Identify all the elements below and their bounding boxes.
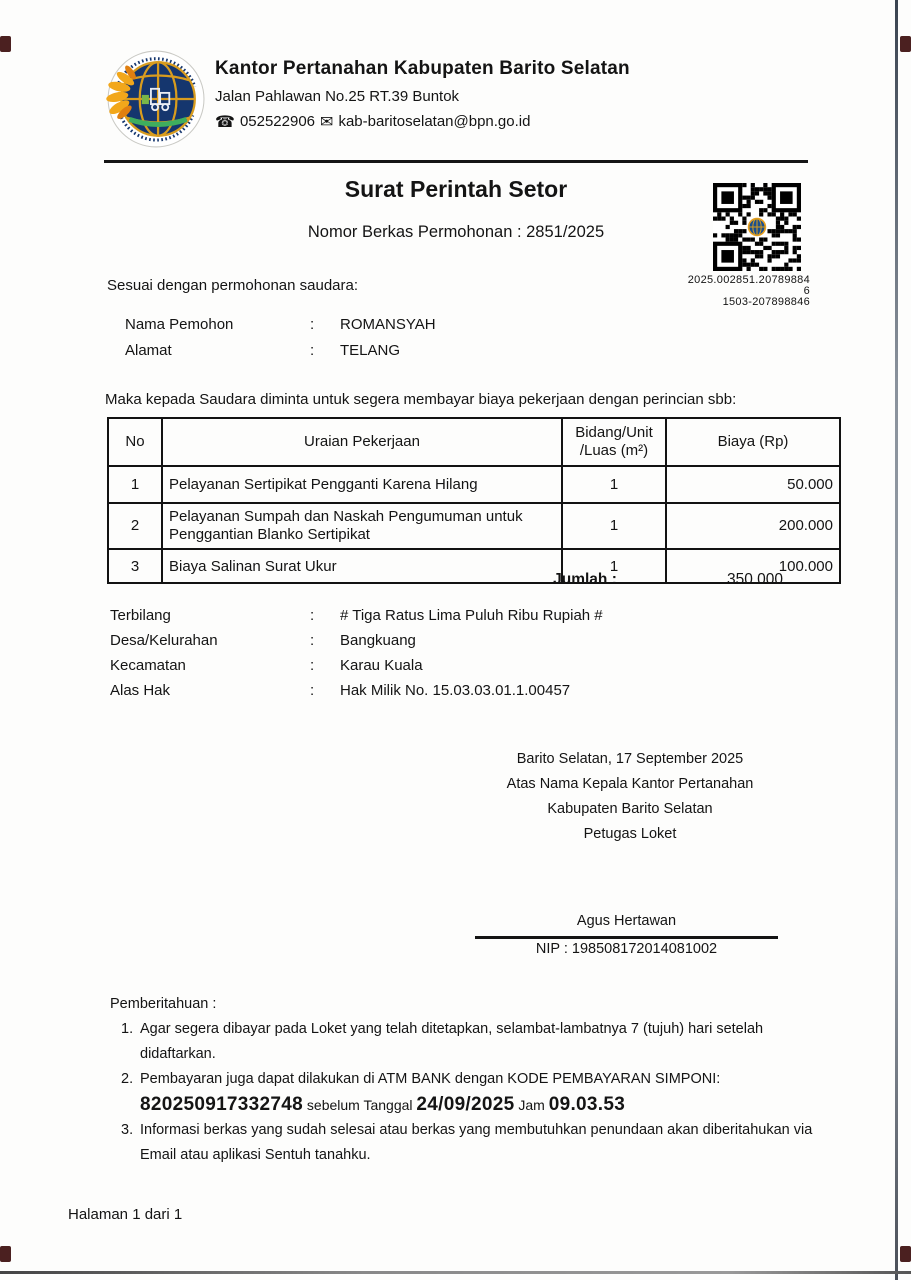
notice-text: Pembayaran juga dapat dilakukan di ATM BANK dengan KODE PEMBAYARAN SIMPONI: <box>140 1071 721 1087</box>
total-label: Jumlah : <box>553 571 617 588</box>
row-bidang: 1 <box>562 503 666 549</box>
row-no: 1 <box>108 466 162 503</box>
colon: : <box>310 607 315 624</box>
colon: : <box>310 682 315 699</box>
office-address: Jalan Pahlawan No.25 RT.39 Buntok <box>215 88 460 105</box>
row-uraian: Pelayanan Sumpah dan Naskah Pengumuman untuk Penggantian Blanko Sertipikat <box>162 503 562 549</box>
payment-details <box>110 607 603 699</box>
applicant-address-label: Alamat <box>125 342 172 359</box>
col-header-bidang-line1: Bidang/Unit <box>575 424 653 441</box>
col-header-bidang-line2: /Luas (m²) <box>579 442 649 459</box>
applicant-info <box>125 316 436 359</box>
notice-number: 2. <box>121 1071 134 1087</box>
signature-underline <box>475 936 778 939</box>
table-intro-text: Maka kepada Saudara diminta untuk segera membayar biaya pekerjaan dengan perincian sbb: <box>105 391 737 408</box>
applicant-address-value: TELANG <box>340 342 401 359</box>
row-uraian: Pelayanan Sertipikat Pengganti Karena Hilang <box>162 466 562 503</box>
notices-section <box>110 992 815 1168</box>
office-phone: 052522906 <box>239 113 316 130</box>
scan-corner-mark <box>0 1246 11 1262</box>
applicant-name-value: ROMANSYAH <box>340 316 436 333</box>
terbilang-value: # Tiga Ratus Lima Puluh Ribu Rupiah # <box>340 607 603 624</box>
page-number: Halaman 1 dari 1 <box>68 1206 183 1223</box>
col-header-no: No <box>108 418 162 466</box>
due-time: 09.03.53 <box>548 1094 626 1115</box>
desa-label: Desa/Kelurahan <box>110 632 218 649</box>
notice-item-3 <box>110 1118 815 1168</box>
row-bidang: 1 <box>562 466 666 503</box>
intro-text: Sesuai dengan permohonan saudara: <box>107 277 359 294</box>
notice-text: sebelum Tanggal <box>303 1097 417 1113</box>
due-date: 24/09/2025 <box>416 1094 515 1115</box>
phone-icon: ☎ <box>215 112 235 131</box>
header-divider <box>104 160 808 163</box>
notice-number: 3. <box>121 1122 134 1138</box>
table-header-row <box>108 418 840 466</box>
row-biaya: 200.000 <box>666 503 840 549</box>
signature-role: Petugas Loket <box>583 826 677 842</box>
scan-corner-mark <box>0 36 11 52</box>
qr-number-line2: 6 <box>803 285 810 297</box>
qr-code <box>713 183 801 271</box>
signature-block <box>455 747 805 847</box>
mail-icon: ✉ <box>320 112 334 131</box>
signer-nip: NIP : 198508172014081002 <box>535 941 718 957</box>
office-email: kab-baritoselatan@bpn.go.id <box>338 113 531 130</box>
col-header-bidang <box>562 418 666 466</box>
bpn-logo-icon <box>103 48 205 150</box>
row-biaya: 100.000 <box>666 549 840 583</box>
office-contact <box>215 112 530 131</box>
document-subtitle: Nomor Berkas Permohonan : 2851/2025 <box>307 223 605 241</box>
colon: : <box>310 657 315 674</box>
row-uraian: Biaya Salinan Surat Ukur <box>162 549 562 583</box>
colon: : <box>310 632 315 649</box>
table-row <box>108 503 840 549</box>
notice-text: Informasi berkas yang sudah selesai atau berkas yang membutuhkan penundaan akan diberitahukan via Email atau aplikasi Sentuh tanahku. <box>140 1122 813 1163</box>
alas-hak-value: Hak Milik No. 15.03.03.01.1.00457 <box>340 682 571 699</box>
payment-code-line <box>140 1092 815 1118</box>
scan-edge-artifact <box>0 1271 911 1274</box>
notice-item-1 <box>110 1017 815 1067</box>
colon: : <box>310 316 315 333</box>
alas-hak-label: Alas Hak <box>110 682 171 699</box>
cost-table <box>107 417 841 584</box>
scan-corner-mark <box>900 1246 911 1262</box>
scan-edge-artifact <box>895 0 898 1280</box>
notices-heading: Pemberitahuan : <box>110 996 217 1012</box>
qr-number-line1: 2025.002851.20789884 <box>687 274 810 286</box>
colon: : <box>310 342 315 359</box>
row-no: 3 <box>108 549 162 583</box>
total-value: 350.000 <box>726 571 783 588</box>
table-row <box>108 466 840 503</box>
col-header-uraian: Uraian Pekerjaan <box>162 418 562 466</box>
signature-place-date: Barito Selatan, 17 September 2025 <box>516 751 744 767</box>
terbilang-label: Terbilang <box>110 607 171 624</box>
simponi-payment-code: 820250917332748 <box>140 1094 304 1115</box>
document-title: Surat Perintah Setor <box>344 176 568 202</box>
notice-item-2 <box>110 1067 815 1118</box>
signature-office: Kabupaten Barito Selatan <box>547 801 713 817</box>
kecamatan-value: Karau Kuala <box>340 657 423 674</box>
applicant-name-label: Nama Pemohon <box>125 316 234 333</box>
signature-on-behalf: Atas Nama Kepala Kantor Pertanahan <box>506 776 754 792</box>
notice-text: Jam <box>514 1097 549 1113</box>
notice-number: 1. <box>121 1021 134 1037</box>
col-header-biaya: Biaya (Rp) <box>666 418 840 466</box>
row-biaya: 50.000 <box>666 466 840 503</box>
kecamatan-label: Kecamatan <box>110 657 186 674</box>
signer-name: Agus Hertawan <box>576 913 677 929</box>
notice-text: Agar segera dibayar pada Loket yang telah ditetapkan, selambat-lambatnya 7 (tujuh) hari setelah didaftarkan. <box>140 1021 764 1062</box>
desa-value: Bangkuang <box>340 632 416 649</box>
qr-number-line3: 1503-207898846 <box>722 296 810 308</box>
row-no: 2 <box>108 503 162 549</box>
office-name: Kantor Pertanahan Kabupaten Barito Selatan <box>215 58 630 79</box>
qr-reference-numbers <box>590 275 810 308</box>
scan-corner-mark <box>900 36 911 52</box>
row-bidang: 1 <box>562 549 666 583</box>
